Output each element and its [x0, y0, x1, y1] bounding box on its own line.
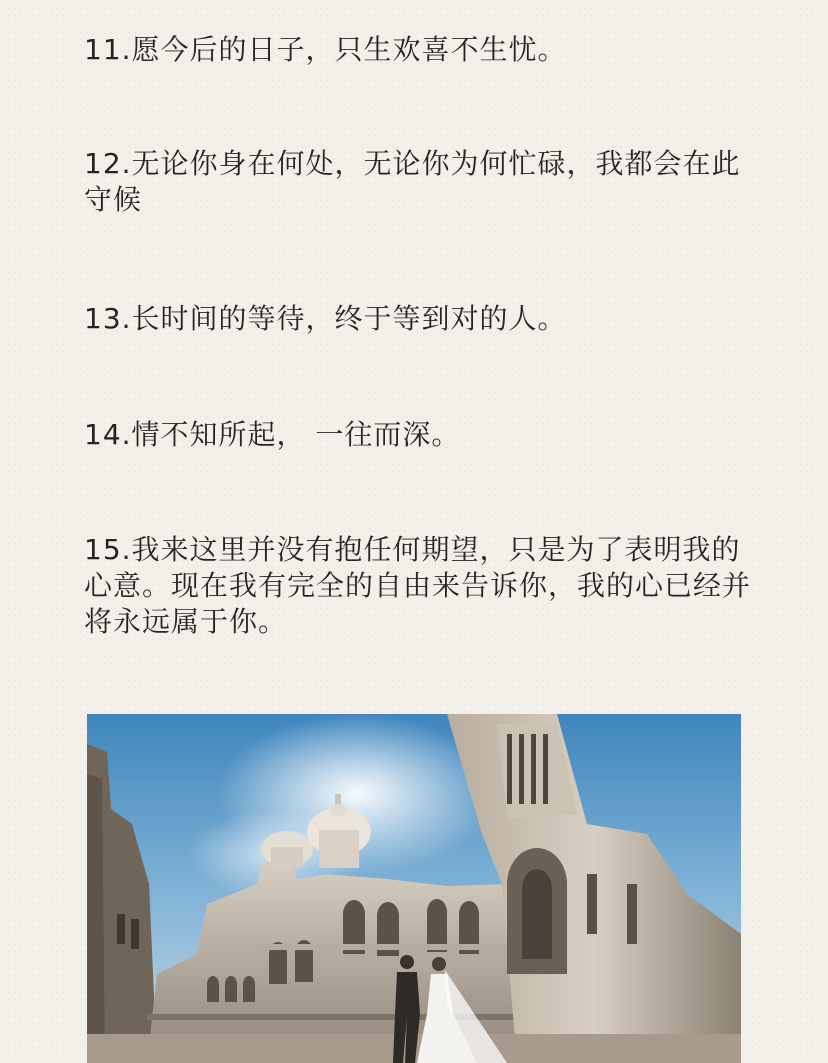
wedding-photo-illustration: [87, 714, 741, 1063]
quote-12: 12.无论你身在何处，无论你为何忙碌，我都会在此守候: [84, 147, 741, 216]
quote-14: 14.情不知所起， 一往而深。: [84, 418, 461, 451]
quote-15: 15.我来这里并没有抱任何期望，只是为了表明我的心意。现在我有完全的自由来告诉你，我的心已经并将永远属于你。: [84, 533, 752, 638]
quote-13: 13.长时间的等待，终于等到对的人。: [84, 302, 567, 335]
quote-11: 11.愿今后的日子，只生欢喜不生忧。: [84, 33, 567, 66]
wedding-photo: [87, 714, 741, 1063]
